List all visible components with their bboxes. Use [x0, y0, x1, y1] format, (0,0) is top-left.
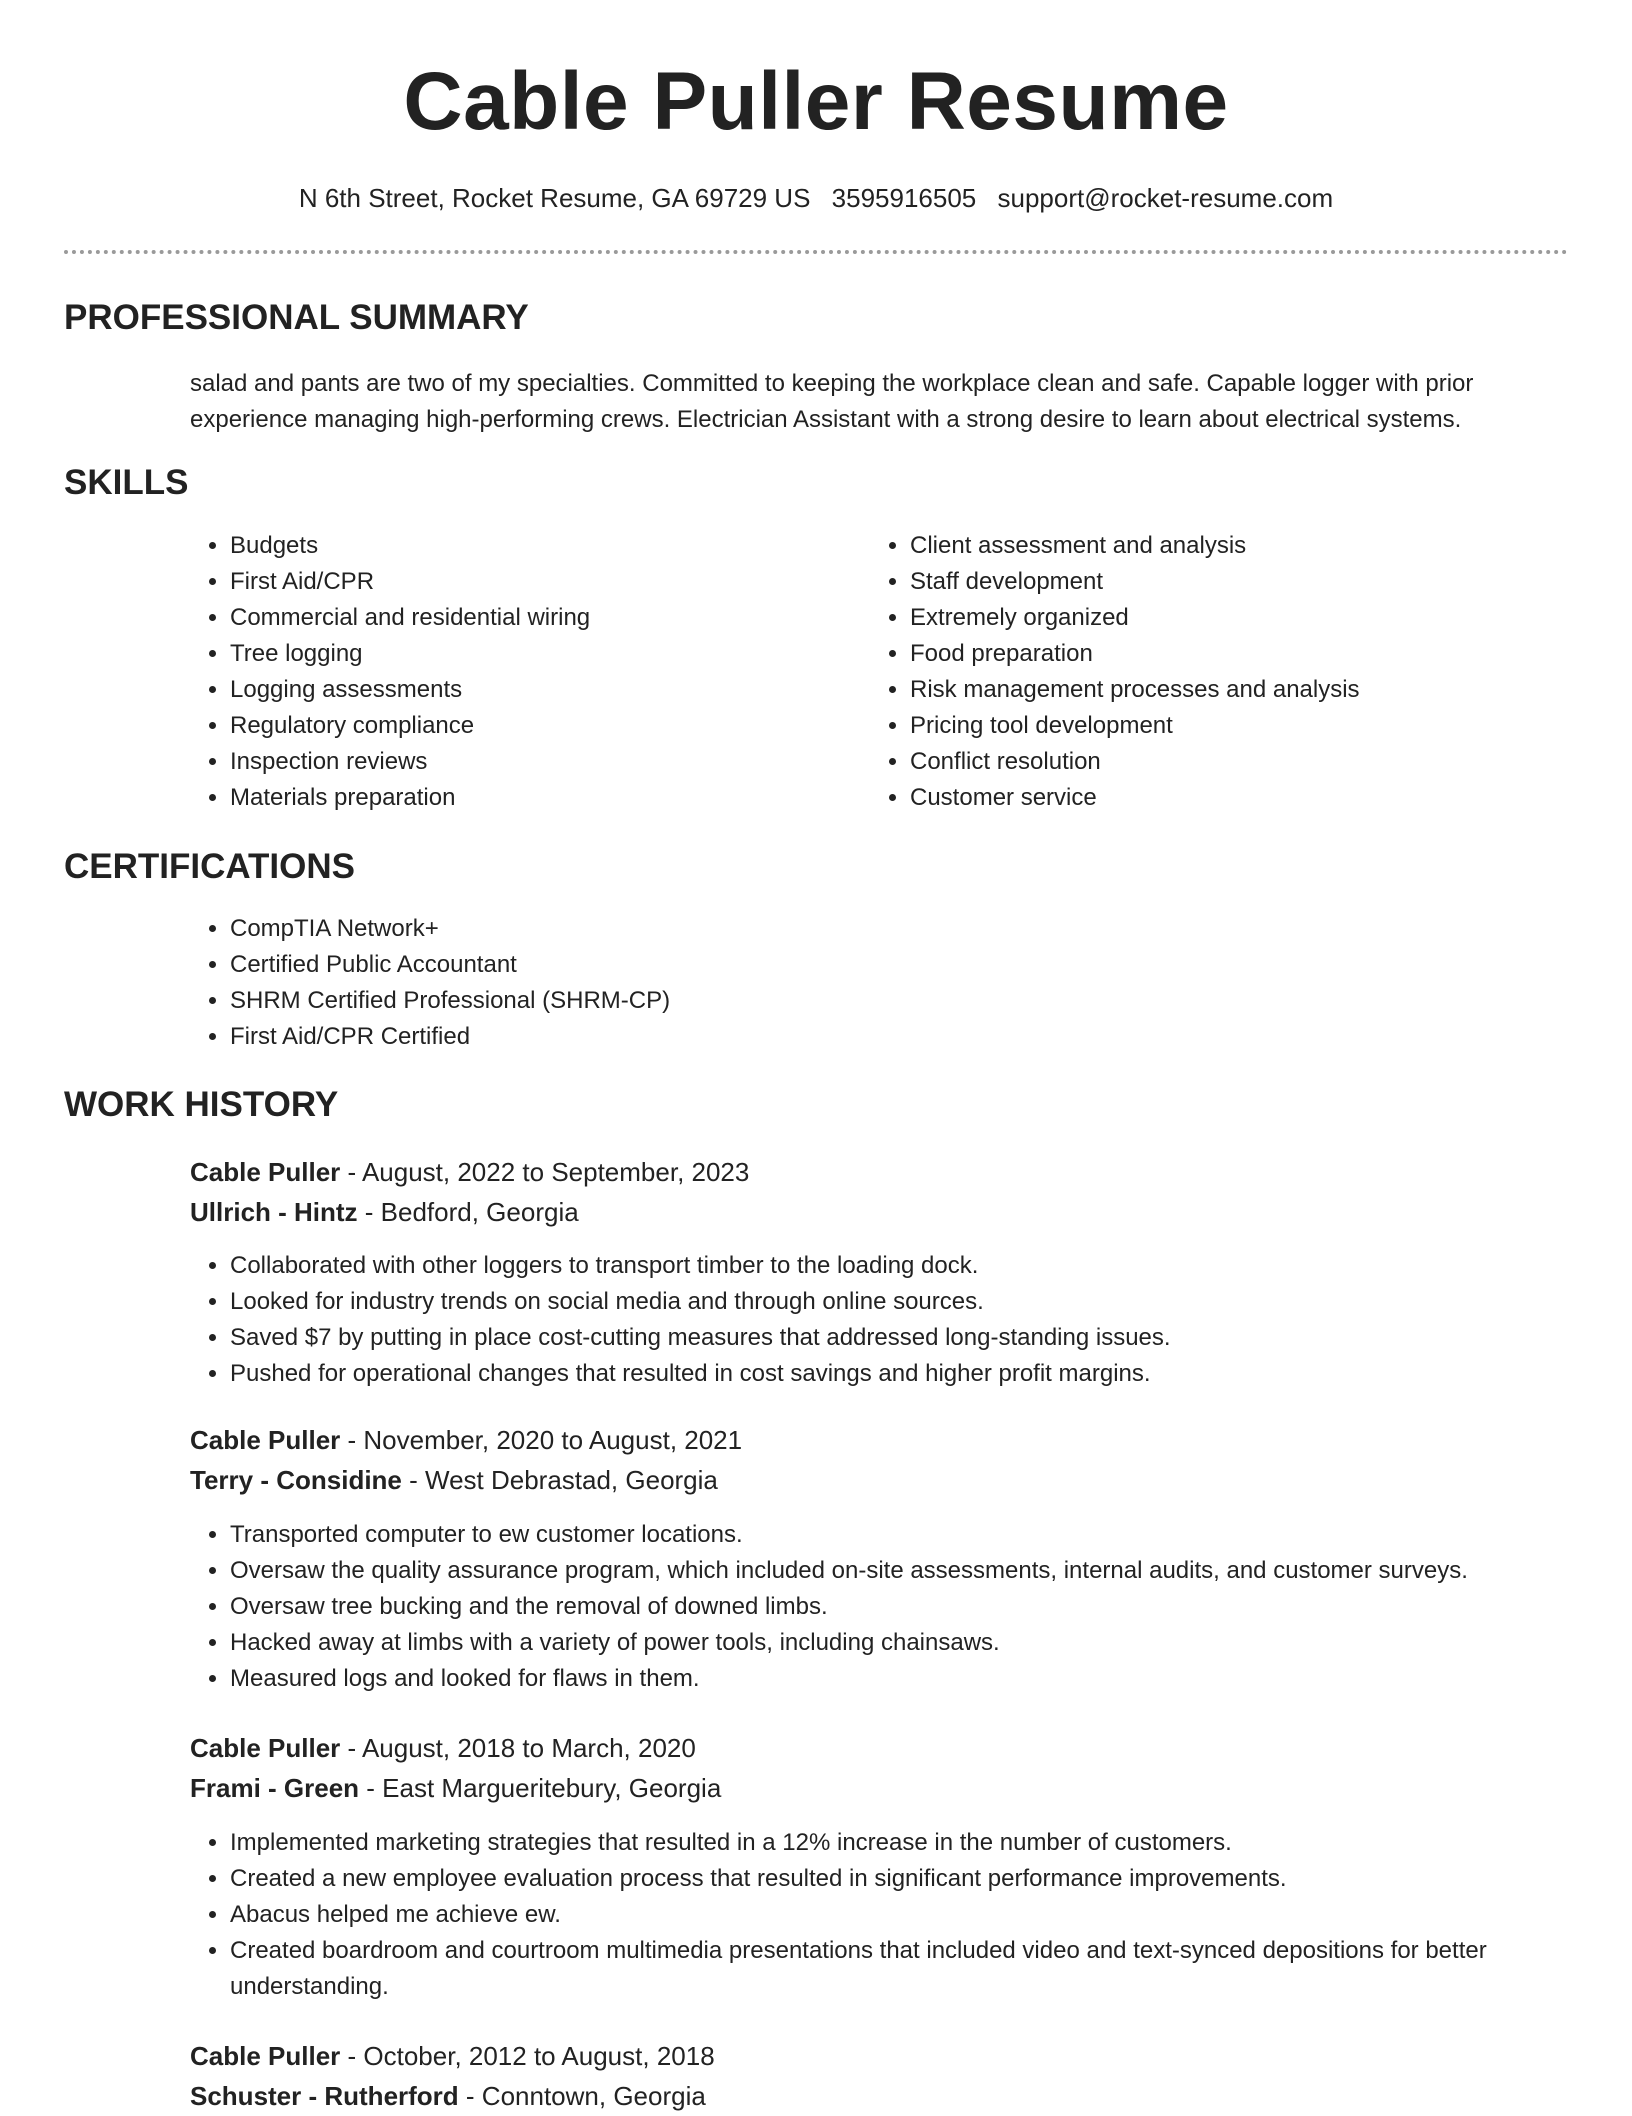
job-company: Frami - Green — [190, 1773, 360, 1803]
job-title: Cable Puller — [190, 1425, 341, 1455]
job-company-line — [190, 1460, 718, 1500]
certifications-heading: CERTIFICATIONS — [64, 847, 356, 886]
job-company-line — [190, 1192, 579, 1232]
list-item: • Collaborated with other loggers to transport timber to the loading dock. — [230, 1248, 1600, 1284]
list-item: • Saved $7 by putting in place cost-cutting measures that addressed long-standing issues. — [230, 1320, 1600, 1356]
list-item: • Implemented marketing strategies that resulted in a 12% increase in the number of customers. — [230, 1825, 1600, 1861]
job-title: Cable Puller — [190, 2041, 341, 2071]
list-item: • CompTIA Network+ — [230, 911, 1530, 947]
job-location: - West Debrastad, Georgia — [401, 1465, 718, 1495]
list-item: • Abacus helped me achieve ew. — [230, 1897, 1600, 1933]
list-item: • Client assessment and analysis — [910, 528, 1590, 564]
list-item: • Looked for industry trends on social media and through online sources. — [230, 1284, 1600, 1320]
list-item: • Customer service — [910, 780, 1590, 816]
job-company-line — [190, 1768, 721, 1808]
list-item: • Pricing tool development — [910, 708, 1590, 744]
list-item: • Budgets — [230, 528, 830, 564]
list-item: • Oversaw the quality assurance program, which included on-site assessments, internal audits, and customer surveys. — [230, 1553, 1620, 1589]
job-title-line — [190, 2036, 715, 2076]
skills-list-right — [866, 528, 1590, 816]
list-item: • Food preparation — [910, 636, 1590, 672]
summary-heading: PROFESSIONAL SUMMARY — [64, 298, 529, 337]
contact-line — [0, 180, 1632, 216]
list-item: • Transported computer to ew customer locations. — [230, 1517, 1620, 1553]
list-item: • Pushed for operational changes that resulted in cost savings and higher profit margins. — [230, 1356, 1600, 1392]
list-item: • Inspection reviews — [230, 744, 830, 780]
list-item: • First Aid/CPR — [230, 564, 830, 600]
job-bullets — [186, 1248, 1600, 1392]
job-title-line — [190, 1728, 696, 1768]
job-title: Cable Puller — [190, 1157, 341, 1187]
skills-list-left — [186, 528, 830, 816]
contact-phone[interactable]: 3595916505 — [831, 183, 977, 213]
list-item: • Hacked away at limbs with a variety of power tools, including chainsaws. — [230, 1625, 1620, 1661]
job-dates: - August, 2022 to September, 2023 — [340, 1157, 750, 1187]
header-divider — [64, 250, 1568, 254]
job-bullets — [186, 1825, 1600, 2005]
list-item: • Oversaw tree bucking and the removal of downed limbs. — [230, 1589, 1620, 1625]
job-title-line — [190, 1420, 742, 1460]
job-dates: - August, 2018 to March, 2020 — [340, 1733, 696, 1763]
summary-text: salad and pants are two of my specialties. Committed to keeping the workplace clean and safe. Capable logger with prior experience managing high-performing crews. Electrician Assistant with a strong desire to learn about electrical systems. — [190, 370, 1474, 433]
job-bullets — [186, 1517, 1620, 1697]
list-item: • SHRM Certified Professional (SHRM-CP) — [230, 983, 1530, 1019]
contact-address: N 6th Street, Rocket Resume, GA 69729 US — [298, 183, 811, 213]
list-item: • Materials preparation — [230, 780, 830, 816]
job-location: - Bedford, Georgia — [357, 1197, 579, 1227]
list-item: • Created a new employee evaluation process that resulted in significant performance improvements. — [230, 1861, 1600, 1897]
job-company: Ullrich - Hintz — [190, 1197, 358, 1227]
list-item: • Certified Public Accountant — [230, 947, 1530, 983]
job-company: Schuster - Rutherford — [190, 2081, 459, 2111]
list-item: • Tree logging — [230, 636, 830, 672]
job-dates: - October, 2012 to August, 2018 — [340, 2041, 715, 2071]
list-item: • Logging assessments — [230, 672, 830, 708]
list-item: • Risk management processes and analysis — [910, 672, 1590, 708]
job-location: - East Margueritebury, Georgia — [359, 1773, 722, 1803]
list-item: • Created boardroom and courtroom multimedia presentations that included video and text-synced depositions for better understanding. — [230, 1933, 1600, 2005]
work-history-heading: WORK HISTORY — [64, 1085, 339, 1124]
skills-heading: SKILLS — [64, 463, 189, 502]
job-location: - Conntown, Georgia — [458, 2081, 706, 2111]
certifications-list — [186, 911, 1530, 1055]
list-item: • Conflict resolution — [910, 744, 1590, 780]
job-company-line — [190, 2076, 706, 2116]
contact-email[interactable]: support@rocket-resume.com — [997, 183, 1334, 213]
resume-title: Cable Puller Resume — [403, 56, 1229, 147]
list-item: • Staff development — [910, 564, 1590, 600]
job-dates: - November, 2020 to August, 2021 — [340, 1425, 743, 1455]
list-item: • First Aid/CPR Certified — [230, 1019, 1530, 1055]
job-company: Terry - Considine — [190, 1465, 402, 1495]
job-title: Cable Puller — [190, 1733, 341, 1763]
list-item: • Measured logs and looked for flaws in them. — [230, 1661, 1620, 1697]
list-item: • Commercial and residential wiring — [230, 600, 830, 636]
job-title-line — [190, 1152, 749, 1192]
list-item: • Extremely organized — [910, 600, 1590, 636]
list-item: • Regulatory compliance — [230, 708, 830, 744]
